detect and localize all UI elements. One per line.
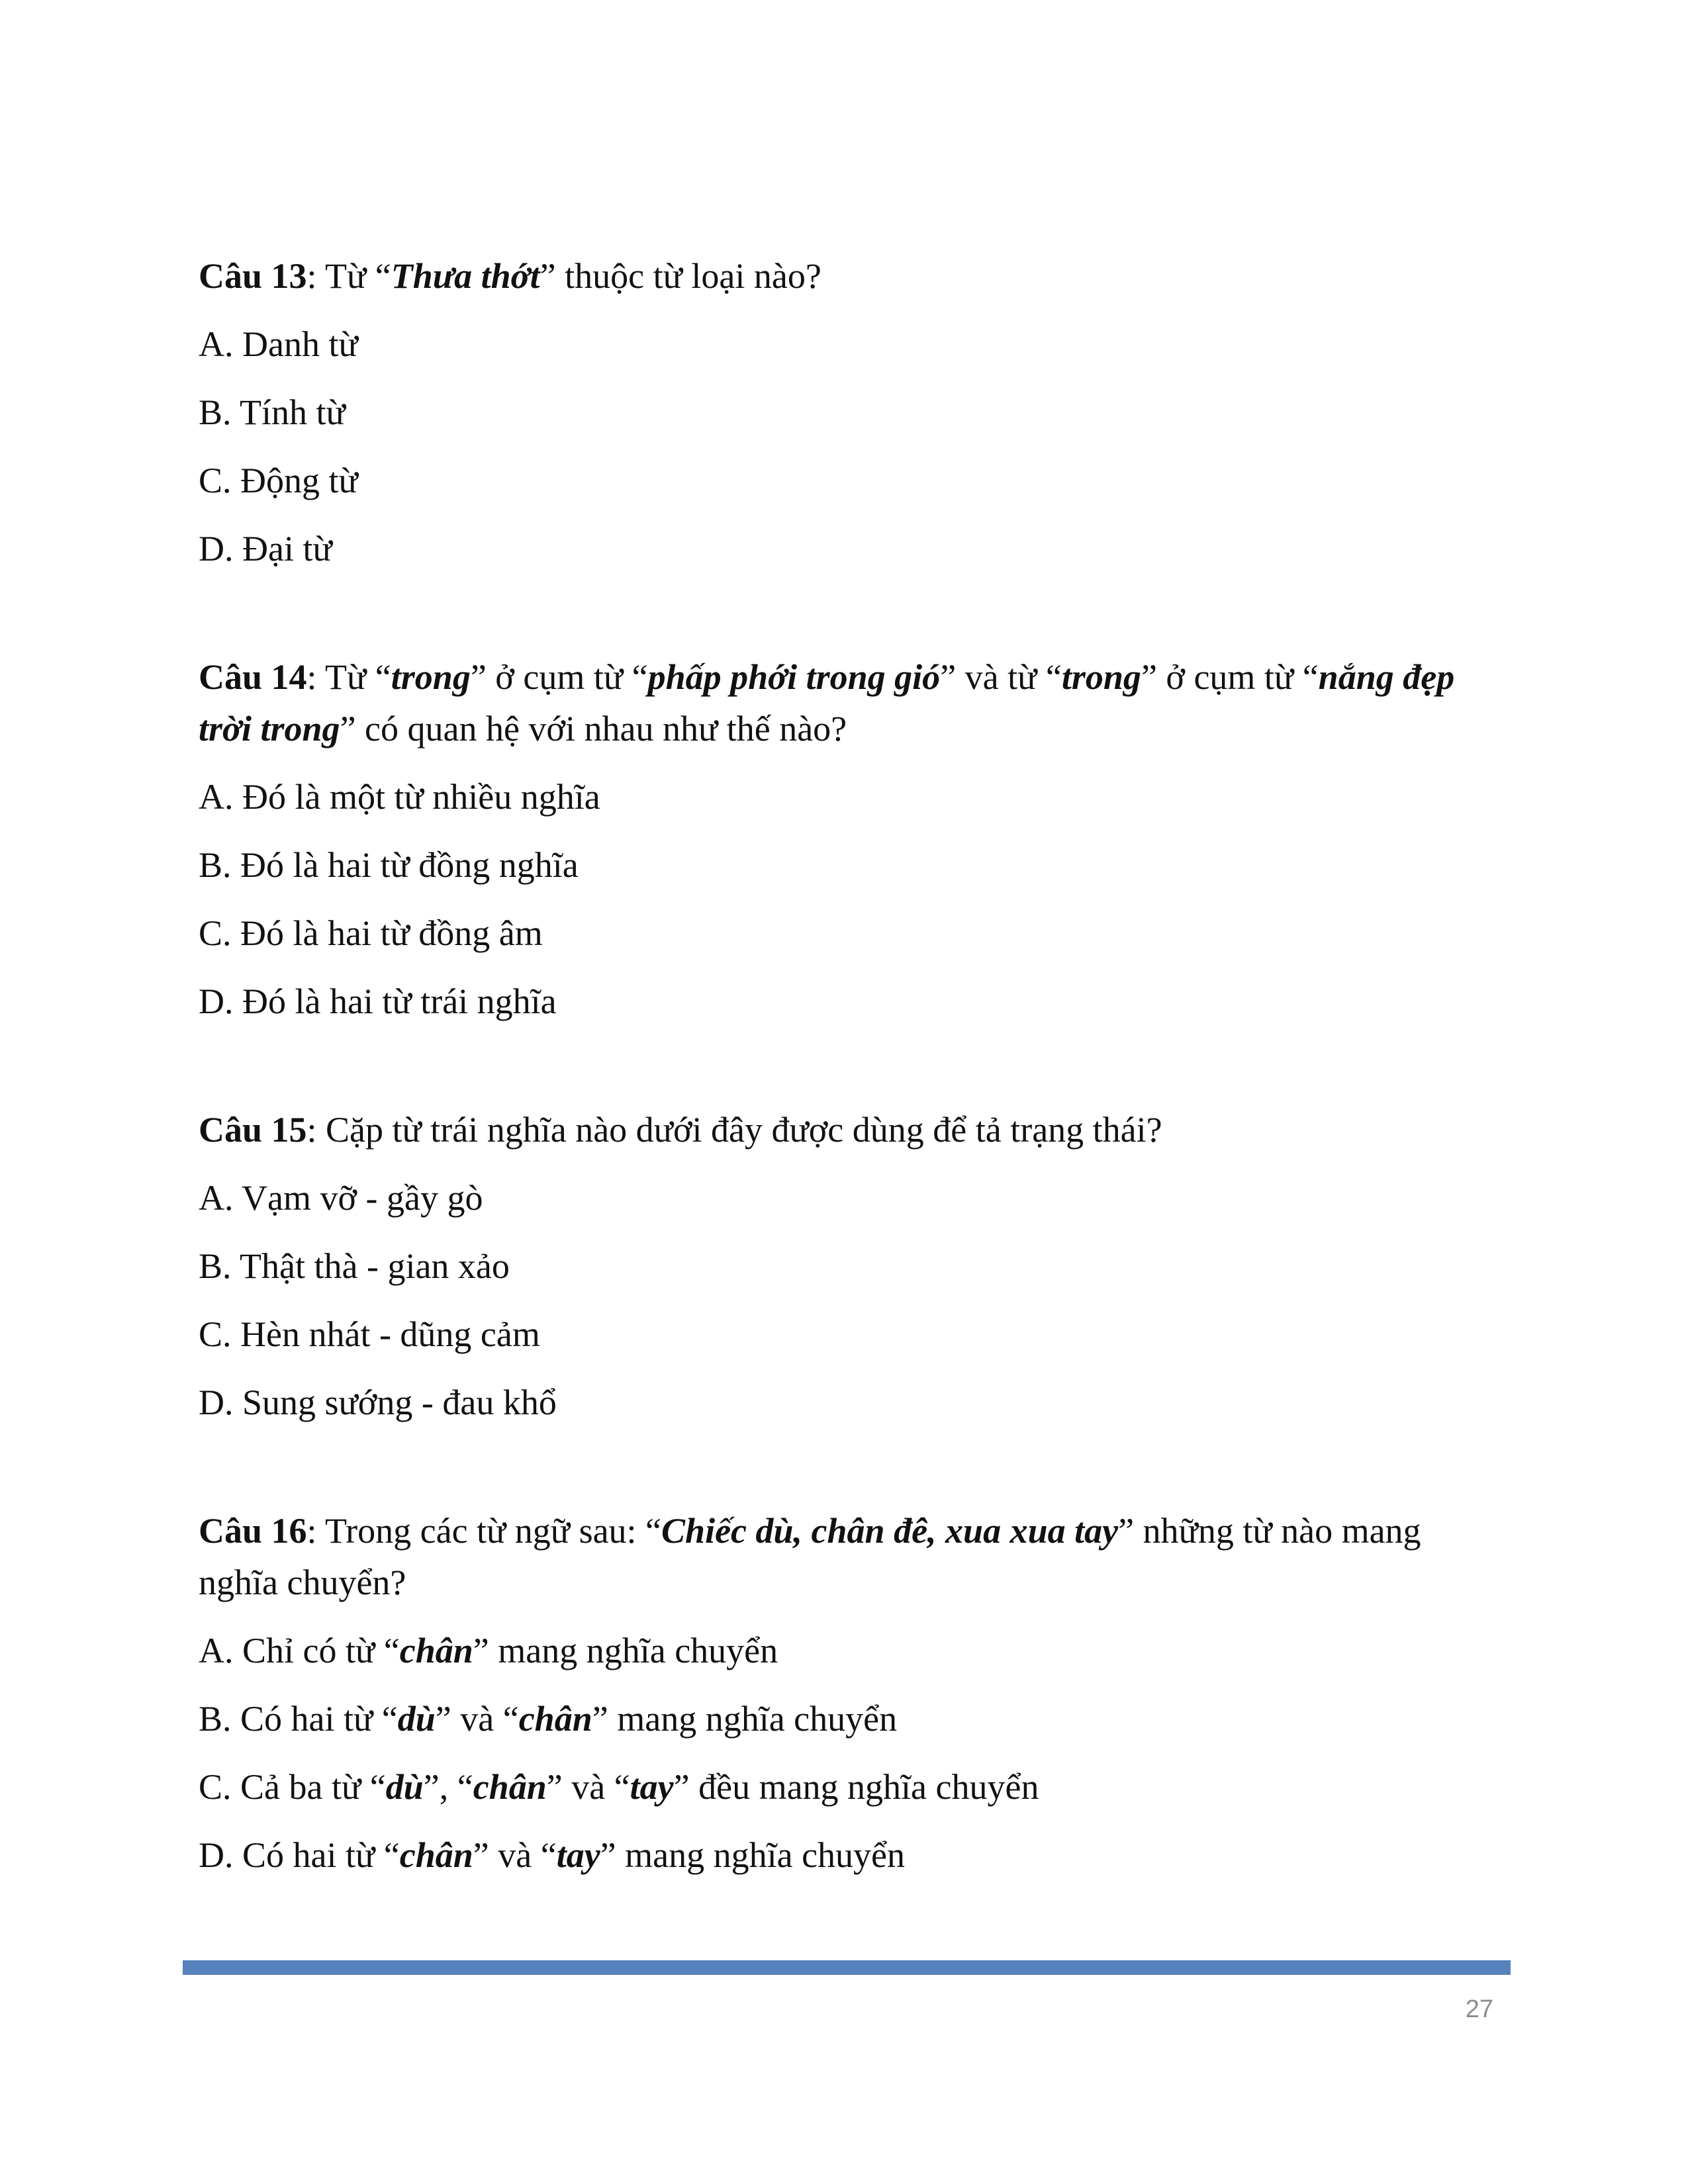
question-text: ” và từ “ bbox=[940, 657, 1062, 697]
option-text: ” và “ bbox=[435, 1699, 519, 1739]
option-text: B. Có hai từ “ bbox=[199, 1699, 398, 1739]
question-block bbox=[199, 250, 1496, 574]
option-text: D. Sung sướng - đau khổ bbox=[199, 1383, 557, 1422]
answer-option bbox=[199, 1377, 1496, 1428]
answer-option bbox=[199, 1172, 1496, 1224]
emphasized-text: Thưa thớt bbox=[391, 256, 540, 296]
option-text: ” và “ bbox=[546, 1767, 630, 1807]
question-number: Câu 15 bbox=[199, 1110, 307, 1150]
answer-option bbox=[199, 455, 1496, 506]
emphasized-text: dù bbox=[385, 1767, 424, 1807]
footer-rule bbox=[183, 1960, 1511, 1975]
answer-option bbox=[199, 839, 1496, 891]
option-text: B. Thật thà - gian xảo bbox=[199, 1246, 510, 1286]
question-text: ” thuộc từ loại nào? bbox=[539, 256, 821, 296]
option-text: ” mang nghĩa chuyển bbox=[473, 1631, 778, 1670]
emphasized-text: tay bbox=[630, 1767, 674, 1807]
answer-option bbox=[199, 1693, 1496, 1745]
option-text: B. Tính từ bbox=[199, 392, 346, 432]
emphasized-text: trong bbox=[1061, 657, 1141, 697]
option-text: D. Đó là hai từ trái nghĩa bbox=[199, 981, 557, 1021]
question-block bbox=[199, 1104, 1496, 1428]
answer-option bbox=[199, 1308, 1496, 1360]
question-block bbox=[199, 651, 1496, 1027]
answer-option bbox=[199, 1761, 1496, 1813]
answer-option bbox=[199, 318, 1496, 370]
option-text: A. Vạm vỡ - gầy gò bbox=[199, 1178, 483, 1218]
answer-option bbox=[199, 387, 1496, 438]
emphasized-text: Chiếc dù, chân đê, xua xua tay bbox=[661, 1511, 1119, 1551]
option-text: D. Có hai từ “ bbox=[199, 1835, 400, 1875]
question-number: Câu 14 bbox=[199, 657, 307, 697]
option-text: A. Đó là một từ nhiều nghĩa bbox=[199, 777, 600, 817]
option-text: ”, “ bbox=[423, 1767, 473, 1807]
question-spacer bbox=[199, 1428, 1496, 1505]
emphasized-text: tay bbox=[556, 1835, 600, 1875]
option-text: ” mang nghĩa chuyển bbox=[592, 1699, 898, 1739]
question-stem bbox=[199, 651, 1496, 754]
page-number: 27 bbox=[1465, 1995, 1493, 2023]
option-text: C. Động từ bbox=[199, 461, 358, 500]
question-stem bbox=[199, 250, 1496, 302]
question-text: ” ở cụm từ “ bbox=[1141, 657, 1319, 697]
question-text: : Trong các từ ngữ sau: “ bbox=[306, 1511, 662, 1551]
option-text: C. Cả ba từ “ bbox=[199, 1767, 386, 1807]
question-number: Câu 13 bbox=[199, 256, 307, 296]
option-text: D. Đại từ bbox=[199, 529, 332, 569]
answer-option bbox=[199, 523, 1496, 574]
answer-option bbox=[199, 976, 1496, 1027]
emphasized-text: nắng đẹp trời trong bbox=[199, 657, 1455, 749]
emphasized-text: phấp phới trong gió bbox=[647, 657, 941, 697]
question-text: : Cặp từ trái nghĩa nào dưới đây được dùng để tả trạng thái? bbox=[306, 1110, 1162, 1150]
question-stem bbox=[199, 1505, 1496, 1608]
option-text: ” đều mang nghĩa chuyển bbox=[673, 1767, 1039, 1807]
question-text: ” ở cụm từ “ bbox=[470, 657, 648, 697]
emphasized-text: dù bbox=[397, 1699, 436, 1739]
question-stem bbox=[199, 1104, 1496, 1156]
question-text: ” có quan hệ với nhau như thế nào? bbox=[340, 709, 847, 749]
question-text: : Từ “ bbox=[306, 256, 391, 296]
answer-option bbox=[199, 1240, 1496, 1292]
emphasized-text: trong bbox=[391, 657, 471, 697]
option-text: A. Chỉ có từ “ bbox=[199, 1631, 400, 1670]
emphasized-text: chân bbox=[518, 1699, 592, 1739]
question-block bbox=[199, 1505, 1496, 1881]
option-text: ” mang nghĩa chuyển bbox=[600, 1835, 906, 1875]
option-text: C. Hèn nhát - dũng cảm bbox=[199, 1314, 540, 1354]
emphasized-text: chân bbox=[399, 1835, 473, 1875]
question-spacer bbox=[199, 1027, 1496, 1104]
question-text: : Từ “ bbox=[306, 657, 391, 697]
option-text: ” và “ bbox=[473, 1835, 557, 1875]
question-list bbox=[199, 250, 1496, 1881]
option-text: B. Đó là hai từ đồng nghĩa bbox=[199, 845, 579, 885]
answer-option bbox=[199, 1625, 1496, 1676]
question-text: ” những từ nào mang nghĩa chuyển? bbox=[199, 1511, 1421, 1602]
emphasized-text: chân bbox=[473, 1767, 547, 1807]
option-text: C. Đó là hai từ đồng âm bbox=[199, 913, 543, 953]
answer-option bbox=[199, 907, 1496, 959]
option-text: A. Danh từ bbox=[199, 324, 358, 364]
question-spacer bbox=[199, 574, 1496, 651]
answer-option bbox=[199, 1829, 1496, 1881]
emphasized-text: chân bbox=[399, 1631, 473, 1670]
answer-option bbox=[199, 771, 1496, 823]
question-number: Câu 16 bbox=[199, 1511, 307, 1551]
